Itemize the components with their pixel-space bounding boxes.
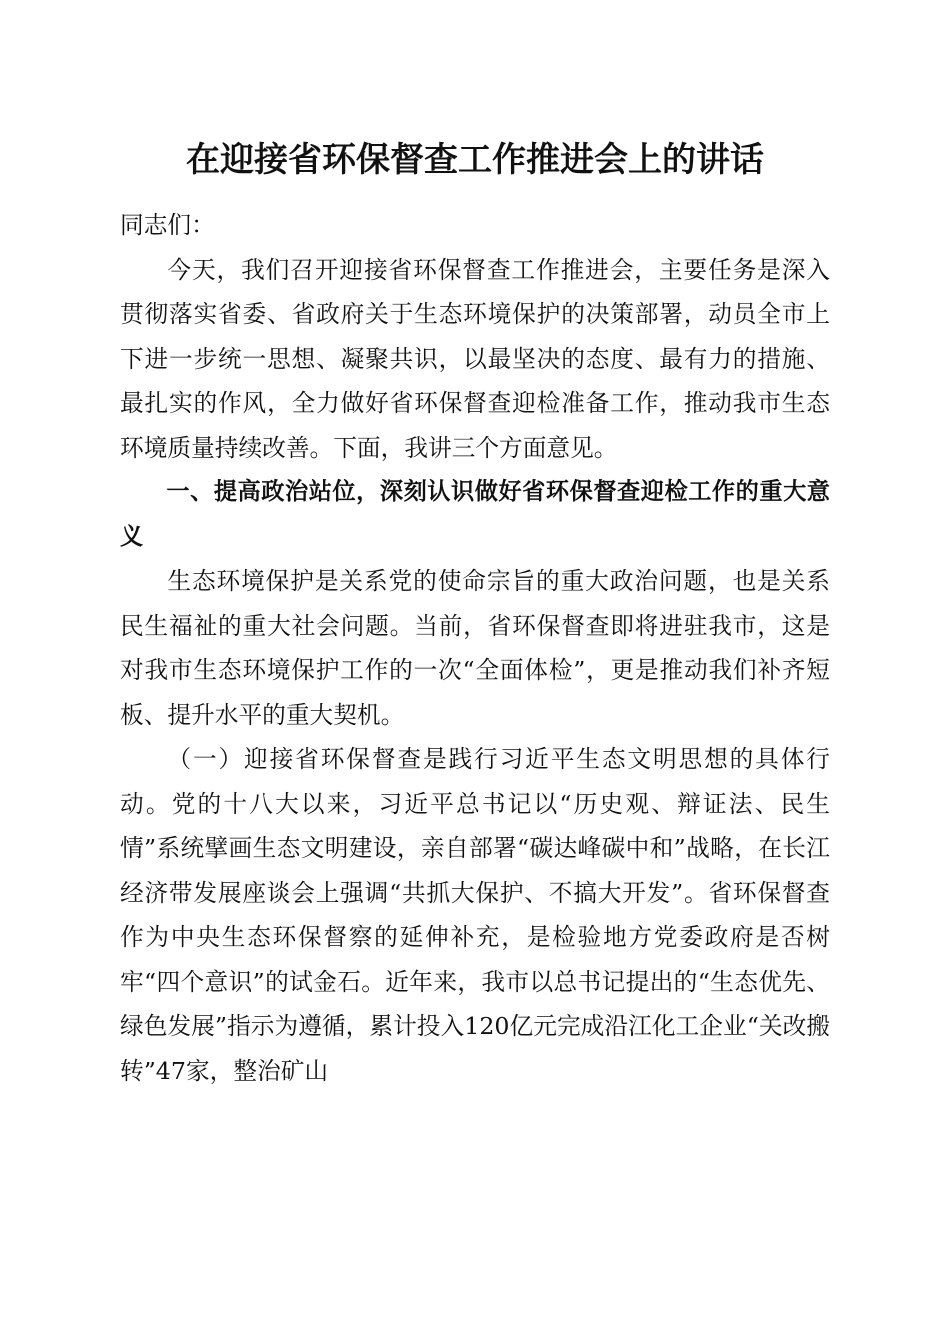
salutation: 同志们： [120,211,215,239]
paragraph-section-1: 生态环境保护是关系党的使命宗旨的重大政治问题，也是关系民生福祉的重大社会问题。当前，省环保督查即将进驻我市，这是对我市生态环境保护工作的一次“全面体检”，更是推动我们补齐短板、提升水平的重大契机。 [120,567,830,729]
section-heading-1: 一、提高政治站位，深刻认识做好省环保督查迎检工作的重大意义 [120,478,830,550]
paragraph-intro: 今天，我们召开迎接省环保督查工作推进会，主要任务是深入贯彻落实省委、省政府关于生态环境保护的决策部署，动员全市上下进一步统一思想、凝聚共识，以最坚决的态度、最有力的措施、最扎实的作风，全力做好省环保督查迎检准备工作，推动我市生态环境质量持续改善。下面，我讲三个方面意见。 [120,255,830,462]
document-body [120,203,830,1093]
paragraph-subsection-1: （一）迎接省环保督查是践行习近平生态文明思想的具体行动。党的十八大以来，习近平总书记以“历史观、辩证法、民生情”系统擘画生态文明建设，亲自部署“碳达峰碳中和”战略，在长江经济带发展座谈会上强调“共抓大保护、不搞大开发”。省环保督查作为中央生态环保督察的延伸补充，是检验地方党委政府是否树牢“四个意识”的试金石。近年来，我市以总书记提出的“生态优先、绿色发展”指示为遵循，累计投入120亿元完成沿江化工企业“关改搬转”47家，整治矿山 [120,745,830,1085]
document-title: 在迎接省环保督查工作推进会上的讲话 [186,140,764,180]
